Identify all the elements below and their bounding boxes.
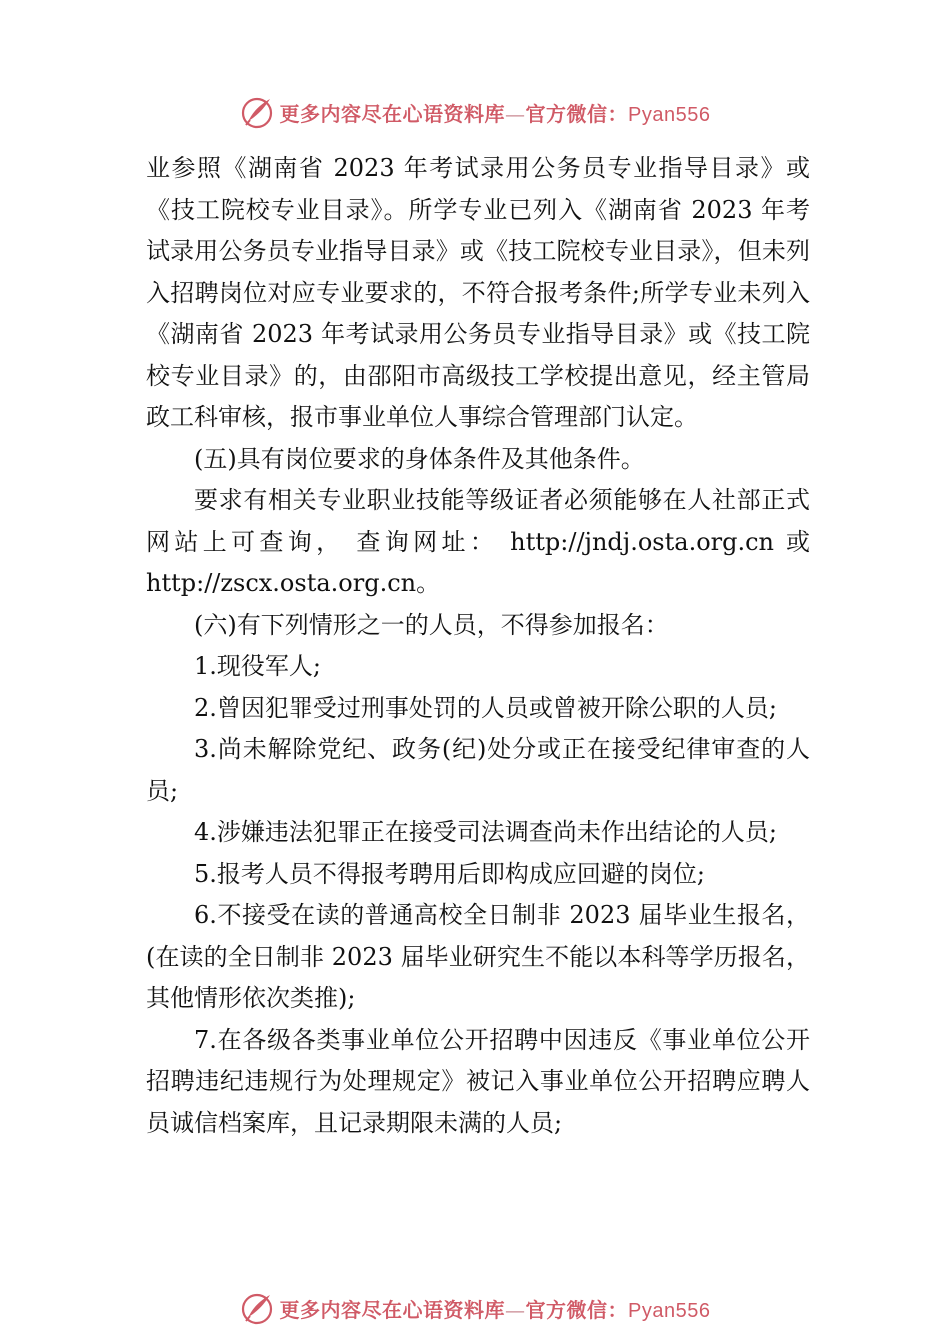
paragraph-condition-five: (五)具有岗位要求的身体条件及其他条件。 bbox=[194, 444, 645, 473]
list-item-2: 2.曾因犯罪受过刑事处罚的人员或曾被开除公职的人员; bbox=[194, 693, 777, 722]
paragraph-certificate-query: 要求有相关专业职业技能等级证者必须能够在人社部正式网站上可查询， 查询网址： http://jndj.osta.org.cn 或http://zscx.osta.org.cn。 bbox=[146, 486, 810, 597]
banner-main-text: 更多内容尽在心语资料库 bbox=[279, 101, 506, 126]
banner-main-text: 更多内容尽在心语资料库 bbox=[279, 1297, 506, 1322]
banner-wechat-id: Pyan556 bbox=[628, 1299, 711, 1322]
banner-official-text: 官方微信： bbox=[525, 101, 629, 126]
watermark-banner-top bbox=[0, 92, 950, 132]
paragraph-major-reference: 业参照《湖南省 2023 年考试录用公务员专业指导目录》或《技工院校专业目录》。所学专业已列入《湖南省 2023 年考试录用公务员专业指导目录》或《技工院校专业目录》，但未列入招聘岗位对应专业要求的，不符合报考条件;所学专业未列入《湖南省 2023 年考试录用公务员专业指导目录》或《技工院校专业目录》的，由邵阳市高级技工学校提出意见，经主管局政工科审核，报市事业单位人事综合管理部门认定。 bbox=[146, 154, 810, 431]
feather-pen-circle-icon bbox=[240, 95, 274, 129]
banner-separator: — bbox=[505, 1297, 526, 1322]
feather-pen-circle-icon bbox=[240, 1291, 274, 1325]
watermark-banner-bottom bbox=[0, 1288, 950, 1328]
paragraph-condition-six: (六)有下列情形之一的人员，不得参加报名： bbox=[194, 610, 669, 639]
list-item-4: 4.涉嫌违法犯罪正在接受司法调查尚未作出结论的人员; bbox=[194, 818, 777, 846]
banner-separator: — bbox=[505, 101, 526, 126]
document-body bbox=[146, 148, 810, 1144]
list-item-7: 7.在各级各类事业单位公开招聘中因违反《事业单位公开招聘违纪违规行为处理规定》被记入事业单位公开招聘应聘人员诚信档案库，且记录期限未满的人员; bbox=[146, 1025, 810, 1137]
banner-wechat-id: Pyan556 bbox=[628, 103, 711, 126]
list-item-1: 1.现役军人; bbox=[194, 652, 321, 680]
banner-official-text: 官方微信： bbox=[525, 1297, 629, 1322]
list-item-3: 3.尚未解除党纪、政务(纪)处分或正在接受纪律审查的人员; bbox=[146, 735, 810, 805]
list-item-6: 6.不接受在读的普通高校全日制非 2023 届毕业生报名，(在读的全日制非 2023 届毕业研究生不能以本科等学历报名，其他情形依次类推); bbox=[146, 901, 810, 1012]
list-item-5: 5.报考人员不得报考聘用后即构成应回避的岗位; bbox=[194, 859, 705, 888]
